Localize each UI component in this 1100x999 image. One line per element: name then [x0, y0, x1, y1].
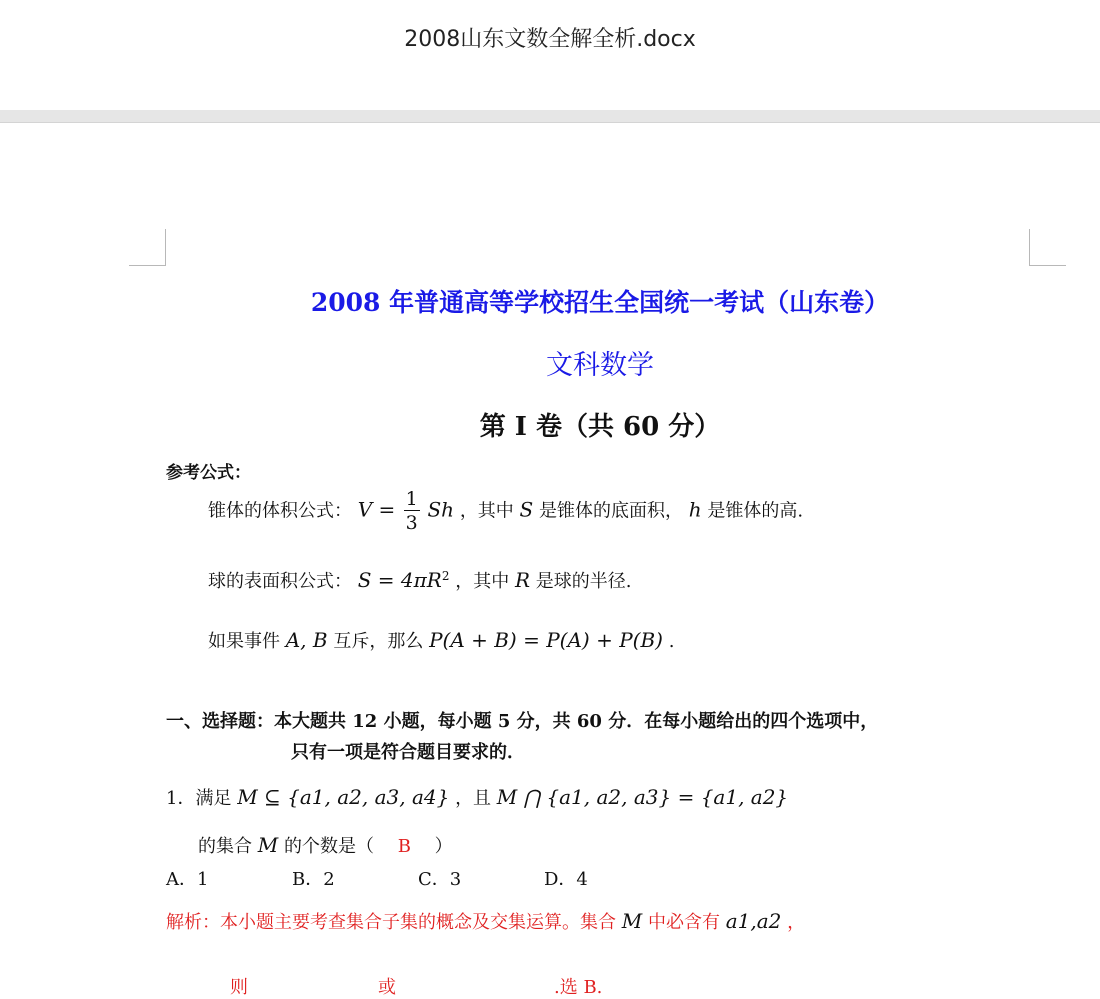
option-a: A．1	[166, 869, 209, 890]
document-filename: 2008山东文数全解全析.docx	[404, 27, 696, 52]
question-1-expr1: M ⊆ {a1, a2, a3, a4}	[237, 785, 450, 809]
formula-exclusive-events	[208, 627, 674, 653]
formula3-prefix: 如果事件	[208, 631, 286, 652]
formula1-mid: ，其中	[459, 500, 514, 522]
question-1-M: M	[257, 833, 279, 857]
formula3-suffix: .	[668, 631, 675, 652]
part-heading: 第 I 卷（共 60 分）	[479, 412, 721, 442]
analysis-line2-a: 则	[230, 977, 248, 998]
analysis-text: 解析：本小题主要考查集合子集的概念及交集运算。集合	[166, 912, 616, 933]
formula2-suffix: 是球的半径.	[535, 571, 632, 592]
formula3-expr: P(A + B) = P(A) + P(B)	[429, 628, 663, 652]
analysis-M: M	[621, 909, 643, 933]
reference-label: 参考公式：	[166, 463, 251, 483]
question-1-line2-mid: 的个数是（	[283, 836, 374, 857]
question-1-number: 1．满足	[166, 788, 232, 809]
formula3-events: A, B	[285, 628, 328, 652]
title-bar	[0, 0, 1100, 110]
analysis-line1	[166, 908, 805, 934]
fraction-numerator: 1	[405, 488, 418, 510]
formula1-suffix: 是锥体的高.	[707, 500, 804, 522]
question-1-line2-suffix: ）	[434, 836, 453, 857]
formula1-mid2: 是锥体的底面积，	[538, 500, 683, 522]
analysis-line2-b: 或	[378, 977, 396, 998]
analysis-suffix: ，	[787, 912, 806, 933]
formula1-h: h	[688, 497, 702, 522]
formula3-mid: 互斥，那么	[333, 631, 424, 652]
section-heading: 一、选择题：本大题共 12 小题，每小题 5 分，共 60 分．在每小题给出的四个选项中，	[166, 711, 879, 732]
formula2-mid: ，其中	[455, 571, 510, 592]
exam-title: 2008 年普通高等学校招生全国统一考试（山东卷）	[310, 288, 890, 317]
document-page	[0, 123, 1100, 998]
option-d: D．4	[544, 869, 588, 890]
analysis-expr: a1,a2	[725, 909, 782, 933]
fraction-one-third	[404, 488, 420, 535]
analysis-line2-c: .选 B.	[554, 977, 603, 998]
formula2-prefix: 球的表面积公式：	[208, 571, 352, 592]
fraction-denominator: 3	[405, 512, 418, 534]
toolbar-separator	[0, 110, 1100, 123]
exam-subtitle: 文科数学	[546, 350, 654, 381]
question-1-expr2: M ⋂ {a1, a2, a3} = {a1, a2}	[496, 785, 789, 809]
formula1-lhs: V =	[357, 497, 402, 522]
formula-sphere-area	[208, 567, 631, 593]
formula1-rhs: Sh	[427, 497, 455, 522]
margin-corner-top-left	[129, 229, 166, 266]
formula1-S: S	[519, 497, 534, 522]
option-c: C．3	[418, 869, 462, 890]
option-b: B．2	[292, 869, 335, 890]
margin-corner-top-right	[1029, 229, 1066, 266]
formula-cone-volume	[208, 488, 803, 535]
formula1-prefix: 锥体的体积公式：	[208, 500, 352, 522]
section-heading-cont: 只有一项是符合题目要求的．	[291, 742, 525, 763]
question-1-line2	[198, 832, 453, 858]
formula2-exponent: 2	[441, 569, 450, 583]
analysis-mid: 中必含有	[647, 912, 720, 933]
formula2-expr: S = 4πR	[357, 568, 442, 592]
question-1-mid: ，且	[455, 788, 492, 809]
question-1-stem	[166, 784, 788, 810]
answer-choice: B	[397, 836, 411, 857]
question-1-line2-prefix: 的集合	[198, 836, 252, 857]
formula2-R: R	[514, 568, 531, 592]
